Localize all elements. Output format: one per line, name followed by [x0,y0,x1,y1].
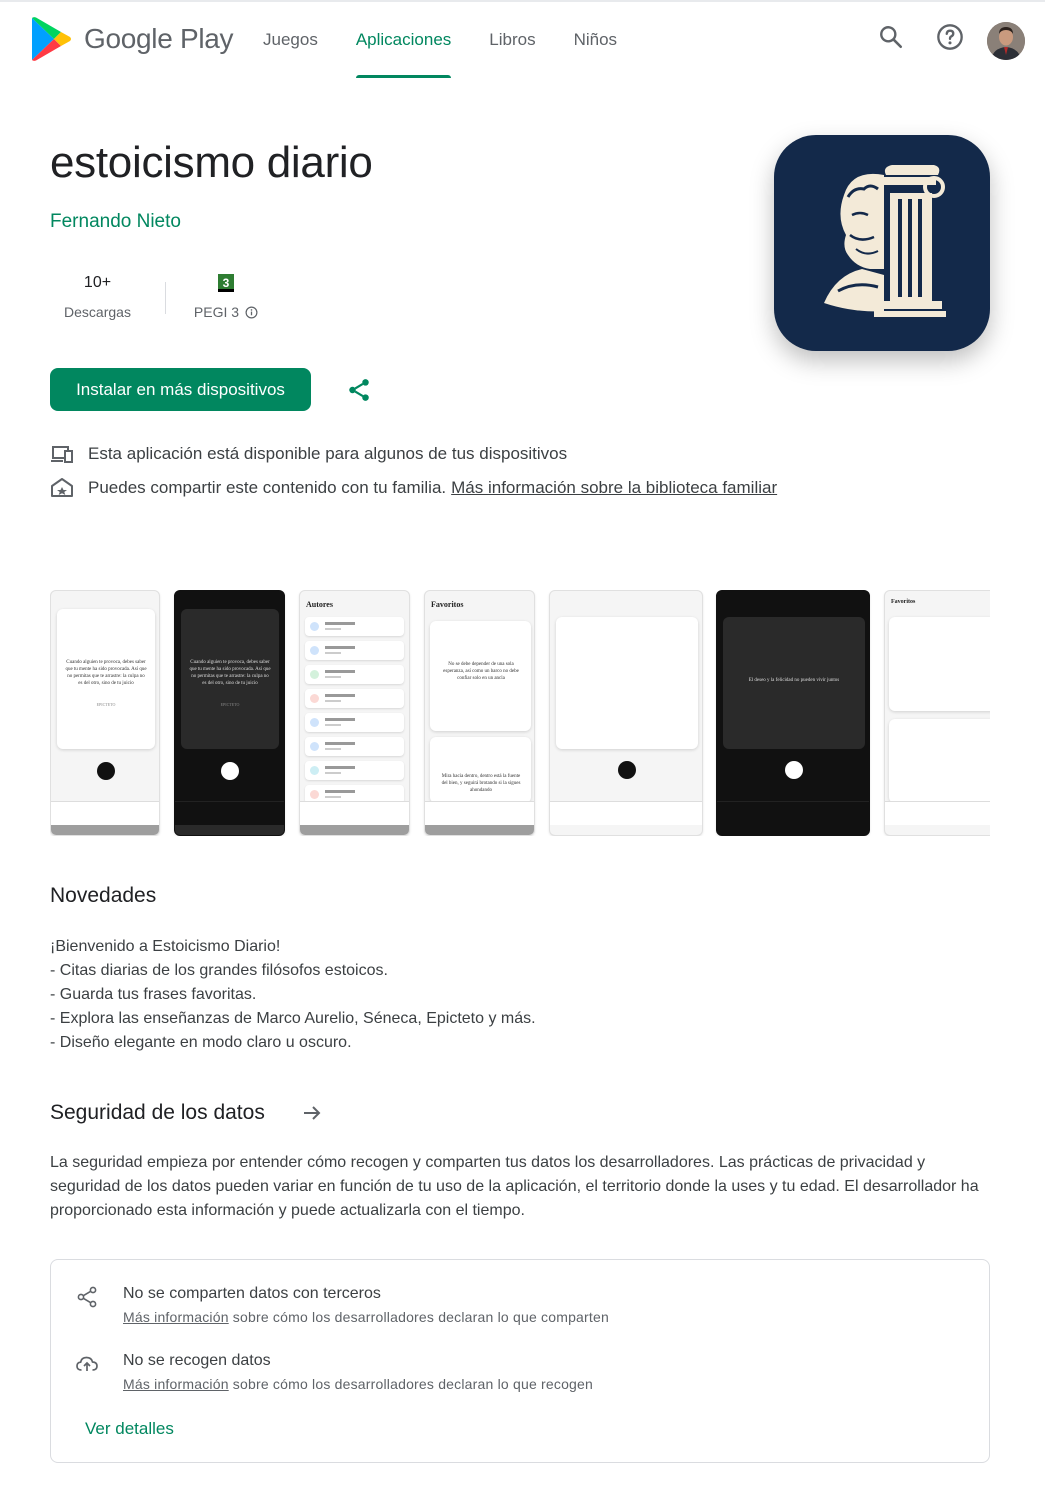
rating-label: PEGI 3 [193,304,240,320]
help-button[interactable] [935,22,965,52]
news-line: ¡Bienvenido a Estoicismo Diario! [50,938,281,955]
tab-juegos[interactable]: Juegos [263,30,318,49]
refresh-icon [785,761,803,779]
nav-bar [175,825,284,835]
quote-card [556,617,698,749]
tab-bar [425,801,534,825]
tab-libros[interactable]: Libros [489,30,536,49]
tab-bar [51,801,159,825]
share-outline-icon [75,1285,99,1309]
availability-text: Esta aplicación está disponible para algunos de tus dispositivos [88,444,568,463]
arrow-right-icon[interactable] [300,1101,324,1125]
fav-quote-2: Mira hacia dentro, dentro está la fuente del bien, y seguirá brotando si la sigues ahondando [441,774,521,793]
content-rating-stat[interactable] [186,274,266,320]
help-icon [936,23,964,51]
quote-author: EPICTETO [220,702,240,707]
data-collection-sub: sobre cómo los desarrolladores declaran lo que recogen [228,1376,594,1392]
fav-quote-1: No se debe depender de una sola esperanza, así como un barco no debe confiar solo en un ancla [443,662,519,681]
screenshot-7[interactable] [884,590,990,836]
share-icon [346,377,372,403]
refresh-icon [618,761,636,779]
list-item [305,617,404,636]
downloads-value: 10+ [83,274,112,291]
data-collection-title: No se recogen datos [123,1352,271,1369]
app-title: estoicismo diario [50,138,373,187]
screenshot-3[interactable] [299,590,410,836]
search-button[interactable] [876,22,906,52]
news-body [50,935,536,1055]
nav-bar [425,825,534,835]
stoic-bust-column-icon [774,135,990,351]
family-library-link[interactable]: Más información sobre la biblioteca familiar [451,478,778,497]
google-play-wordmark: Google Play [84,23,234,54]
dark-quote: El deseo y la felicidad no pueden vivir juntos [748,678,840,683]
family-text: Puedes compartir este contenido con tu familia. [88,478,447,497]
favorites-title: Favoritos [891,599,916,605]
authors-title: Autores [306,600,333,609]
favorite-card [889,617,990,711]
news-line: - Citas diarias de los grandes filósofos estoicos. [50,962,388,979]
data-sharing-title: No se comparten datos con terceros [123,1285,381,1302]
news-line: - Diseño elegante en modo claro u oscuro. [50,1034,352,1051]
list-item [305,641,404,660]
news-line: - Guarda tus frases favoritas. [50,986,257,1003]
tab-bar [550,801,702,825]
refresh-icon [97,762,115,780]
nav-bar [51,825,159,835]
family-library-icon [50,476,74,500]
share-button[interactable] [343,374,375,406]
tab-bar [300,801,409,825]
top-bar [0,2,1045,78]
data-safety-card [50,1259,990,1463]
tab-aplicaciones[interactable]: Aplicaciones [337,2,470,78]
devices-icon [50,442,74,466]
news-heading: Novedades [50,884,157,907]
quote-text: Cuando alguien te provoca, debes saber que tu mente ha sido provocada. Así que no permitas que te arrastre: la culpa no es del otro, sino de tu juicio [65,660,147,686]
screenshot-6[interactable] [716,590,870,836]
list-item [305,713,404,732]
quote-author: EPICTETO [96,702,116,707]
pegi-badge: 3 [218,274,234,292]
tab-ninos[interactable]: Niños [573,30,618,49]
quote-text: Cuando alguien te provoca, debes saber que tu mente ha sido provocada. Así que no permitas que te arrastre: la culpa no es del otro, sino de tu juicio [189,660,271,686]
info-icon[interactable] [245,306,258,319]
google-play-logo[interactable] [30,16,233,62]
play-logo-icon [30,16,72,62]
search-icon [878,24,904,50]
tab-bar [717,801,869,825]
screenshot-2[interactable] [174,590,285,836]
list-item [305,761,404,780]
availability-row [50,442,567,466]
app-icon [774,135,990,351]
favorite-card [889,719,990,803]
nav-bar [300,825,409,835]
account-avatar[interactable] [987,22,1025,60]
security-heading[interactable]: Seguridad de los datos [50,1101,265,1124]
see-details-link[interactable]: Ver detalles [85,1419,174,1438]
developer-link[interactable]: Fernando Nieto [50,211,181,232]
cloud-upload-icon [75,1352,99,1376]
list-item [305,737,404,756]
data-sharing-more-link[interactable]: Más información [123,1309,229,1325]
stat-divider [165,282,166,314]
screenshot-carousel[interactable] [50,590,990,836]
news-line: - Explora las enseñanzas de Marco Aurelio, Séneca, Epicteto y más. [50,1010,536,1027]
screenshot-5[interactable] [549,590,703,836]
avatar-photo-icon [987,22,1025,60]
install-button[interactable]: Instalar en más dispositivos [50,368,311,411]
refresh-icon [221,762,239,780]
main-nav [244,2,636,78]
screenshot-4[interactable] [424,590,535,836]
tab-bar [175,801,284,825]
favorites-title: Favoritos [431,600,464,609]
security-description: La seguridad empieza por entender cómo recogen y comparten tus datos los desarrolladores. Las prácticas de privacidad y seguridad de los datos pueden variar en función de tu uso de la aplicación, el territorio donde la uses y tu edad. El desarrollador ha proporcionado esta información y puede actualizarla con el tiempo. [50,1154,979,1219]
data-collection-more-link[interactable]: Más información [123,1376,229,1392]
downloads-label: Descargas [64,304,131,320]
family-row [50,476,777,500]
screenshot-1[interactable] [50,590,160,836]
tab-bar [885,801,990,825]
list-item [305,665,404,684]
data-sharing-sub: sobre cómo los desarrolladores declaran lo que comparten [228,1309,609,1325]
downloads-stat [50,274,145,320]
list-item [305,689,404,708]
